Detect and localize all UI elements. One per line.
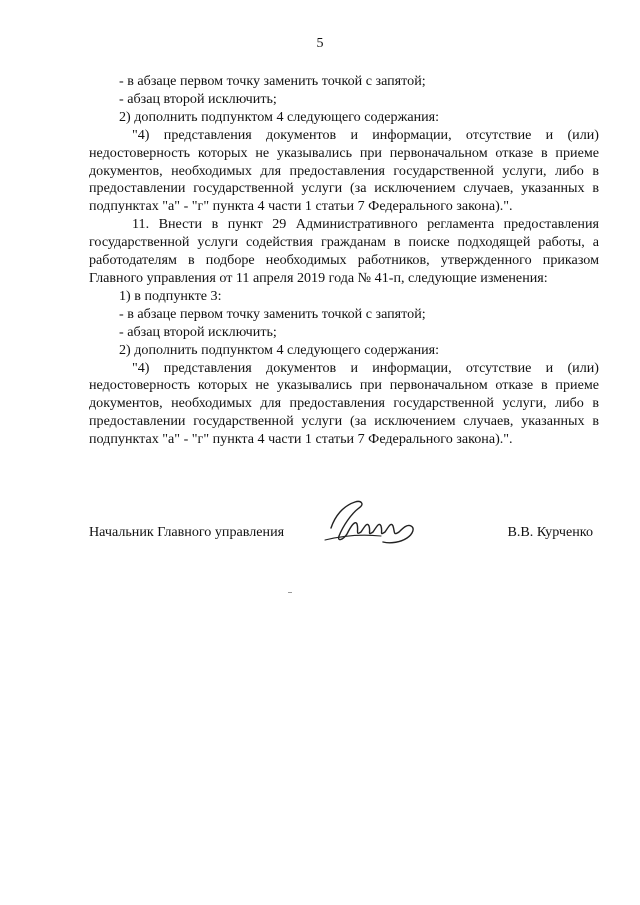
paragraph: "4) представления документов и информации, отсутствие и (или) недостоверность которых не указывались при первоначальном отказе в приеме документов, необходимых для предоставления государственной услуги, либо в предоставлении государственной услуги (за исключением случаев, указанных в подпунктах "а" - "г" пункта 4 части 1 статьи 7 Федерального закона).". [89, 359, 599, 448]
paragraph: 2) дополнить подпунктом 4 следующего содержания: [119, 108, 440, 125]
paragraph: 2) дополнить подпунктом 4 следующего содержания: [119, 341, 440, 358]
paragraph: - абзац второй исключить; [119, 90, 277, 107]
signatory-position: Начальник Главного управления [89, 524, 285, 540]
paragraph: - абзац второй исключить; [119, 323, 277, 340]
scan-artifact [288, 592, 292, 593]
document-body [89, 73, 599, 449]
paragraph: 11. Внести в пункт 29 Административного регламента предоставления государственной услуги содействия гражданам в поиске подходящей работы, а работодателям в подборе необходимых работников, утвержденного приказом Главного управления от 11 апреля 2019 года № 41-п, следующие изменения: [89, 216, 599, 286]
page-number: 5 [316, 36, 324, 51]
paragraph: "4) представления документов и информации, отсутствие и (или) недостоверность которых не указывались при первоначальном отказе в приеме документов, необходимых для предоставления государственной услуги, либо в предоставлении государственной услуги (за исключением случаев, указанных в подпунктах "а" - "г" пункта 4 части 1 статьи 7 Федерального закона).". [89, 126, 599, 215]
handwritten-signature [321, 496, 429, 548]
signatory-name: В.В. Курченко [507, 524, 593, 540]
paragraph: 1) в подпункте 3: [119, 287, 222, 304]
paragraph: - в абзаце первом точку заменить точкой с запятой; [119, 73, 426, 89]
signature-block [89, 496, 599, 556]
paragraph: - в абзаце первом точку заменить точкой с запятой; [119, 305, 426, 322]
